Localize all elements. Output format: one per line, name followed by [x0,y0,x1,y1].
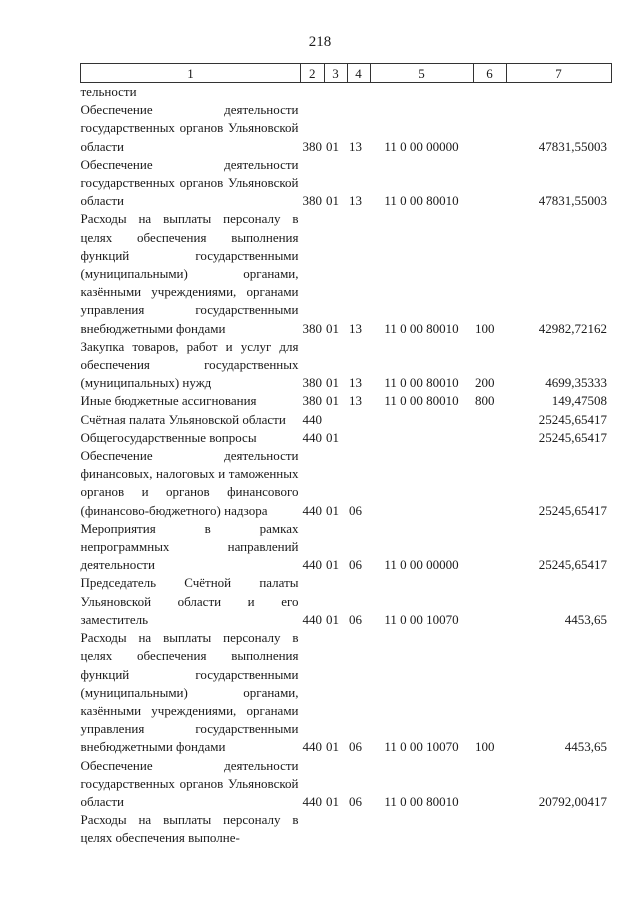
row-section-code: 01 [326,611,339,627]
row-amount: 25245,65417 [538,429,607,445]
row-target-article-code [370,429,473,447]
row-name: Обеспечение деятельности государственных органов Ульяновской области [80,156,299,209]
row-name: Обеспечение деятельности финансовых, налоговых и таможенных органов и органов финансового (финансово-бюджетного) надзора [80,448,299,518]
row-expense-type-code [473,156,506,211]
table-row [81,447,612,520]
row-expense-type-code [473,83,506,102]
row-target-article-code [370,447,473,520]
row-expense-type-code [473,101,506,156]
row-target-article-code: 11 0 00 80010 [384,393,459,409]
table-row [81,210,612,337]
row-name: Счётная палата Ульяновской области [80,411,286,427]
row-amount [506,83,611,102]
row-name: Иные бюджетные ассигнования [80,393,257,409]
row-ved-code: 440 [302,793,322,809]
column-header: 5 [370,64,473,83]
row-ved-code [301,83,325,102]
column-header: 6 [473,64,506,83]
row-section-code: 01 [326,557,339,573]
row-subsection-code: 06 [349,557,362,573]
table-row [81,811,612,847]
row-subsection-code: 13 [349,138,362,154]
row-ved-code [301,811,325,847]
row-subsection-code [347,429,370,447]
row-target-article-code [370,811,473,847]
row-ved-code: 440 [302,557,322,573]
row-subsection-code: 13 [349,320,362,336]
table-row [81,101,612,156]
row-target-article-code: 11 0 00 80010 [384,193,459,209]
row-section-code: 01 [326,502,339,518]
row-amount: 47831,55003 [538,138,607,154]
row-ved-code: 380 [302,393,322,409]
row-name: Расходы на выплаты персоналу в целях обеспечения выполне- [80,812,299,846]
row-subsection-code: 13 [349,375,362,391]
row-amount: 149,47508 [551,393,607,409]
row-subsection-code [347,811,370,847]
row-expense-type-code [473,429,506,447]
row-name: Мероприятия в рамках непрограммных направлений деятельности [80,520,299,573]
table-row [81,411,612,429]
row-expense-type-code [473,411,506,429]
row-subsection-code [347,411,370,429]
row-amount: 42982,72162 [538,320,607,336]
row-target-article-code: 11 0 00 10070 [384,611,459,627]
row-ved-code: 380 [302,375,322,391]
row-name: Обеспечение деятельности государственных органов Ульяновской области [80,757,299,809]
table-row [81,392,612,410]
column-header: 2 [301,64,325,83]
row-amount: 25245,65417 [538,502,607,518]
row-expense-type-code: 100 [475,320,495,336]
row-ved-code: 440 [302,411,322,427]
row-name: Обеспечение деятельности государственных органов Ульяновской области [80,102,299,154]
table-row [81,83,612,102]
table-row [81,757,612,812]
row-amount: 25245,65417 [538,557,607,573]
row-amount: 4699,35333 [545,375,607,391]
row-target-article-code: 11 0 00 80010 [384,793,459,809]
row-amount: 25245,65417 [538,411,607,427]
row-section-code [324,811,347,847]
row-name: Закупка товаров, работ и услуг для обеспечения государственных (муниципальных) нужд [80,338,299,391]
row-ved-code: 380 [302,193,322,209]
table-row [81,629,612,756]
row-target-article-code: 11 0 00 80010 [384,375,459,391]
row-target-article-code: 11 0 00 00000 [384,557,459,573]
table-row [81,338,612,393]
table-header-row [81,64,612,83]
page-number: 218 [308,34,332,50]
row-section-code: 01 [326,375,339,391]
row-expense-type-code [473,520,506,575]
row-expense-type-code [473,574,506,629]
table-row [81,156,612,211]
row-ved-code: 440 [302,739,322,755]
row-amount: 4453,65 [564,611,607,627]
column-header: 1 [81,64,301,83]
row-section-code [324,83,347,102]
row-section-code: 01 [326,429,339,445]
row-amount: 4453,65 [564,739,607,755]
column-header: 7 [506,64,611,83]
row-expense-type-code [473,757,506,812]
row-name: тельности [80,84,137,99]
budget-table [80,63,612,848]
row-name: Общегосударственные вопросы [80,429,257,445]
row-subsection-code: 06 [349,611,362,627]
row-target-article-code: 11 0 00 80010 [384,320,459,336]
row-section-code: 01 [326,793,339,809]
row-section-code: 01 [326,193,339,209]
row-expense-type-code: 100 [475,739,495,755]
column-header: 3 [324,64,347,83]
row-expense-type-code: 200 [475,375,495,391]
row-name: Расходы на выплаты персоналу в целях обеспечения выполнения функций государственными (муниципальными) органами, казёнными учреждениями, органами управления государственными внебюджетными фондами [80,630,299,755]
row-ved-code: 380 [302,320,322,336]
row-amount: 20792,00417 [538,793,607,809]
row-subsection-code: 06 [349,502,362,518]
row-section-code [324,411,347,429]
table-body [81,83,612,848]
row-section-code: 01 [326,138,339,154]
row-expense-type-code [473,447,506,520]
row-amount [506,811,611,847]
table-row [81,574,612,629]
table-row [81,520,612,575]
row-subsection-code: 06 [349,793,362,809]
row-amount: 47831,55003 [538,193,607,209]
row-expense-type-code [473,811,506,847]
row-ved-code: 440 [302,429,322,445]
row-target-article-code [370,83,473,102]
row-name: Расходы на выплаты персоналу в целях обеспечения выполнения функций государственными (муниципальными) органами, казёнными учреждениями, органами управления государственными внебюджетными фондами [80,211,299,336]
row-target-article-code: 11 0 00 00000 [384,138,459,154]
row-target-article-code [370,411,473,429]
row-ved-code: 440 [302,502,322,518]
row-subsection-code: 06 [349,739,362,755]
row-ved-code: 380 [302,138,322,154]
column-header: 4 [347,64,370,83]
row-name: Председатель Счётной палаты Ульяновской области и его заместитель [80,575,299,627]
row-ved-code: 440 [302,611,322,627]
row-section-code: 01 [326,393,339,409]
row-target-article-code: 11 0 00 10070 [384,739,459,755]
row-subsection-code [347,83,370,102]
row-subsection-code: 13 [349,193,362,209]
row-expense-type-code: 800 [475,393,495,409]
table-row [81,429,612,447]
row-section-code: 01 [326,739,339,755]
row-subsection-code: 13 [349,393,362,409]
row-section-code: 01 [326,320,339,336]
